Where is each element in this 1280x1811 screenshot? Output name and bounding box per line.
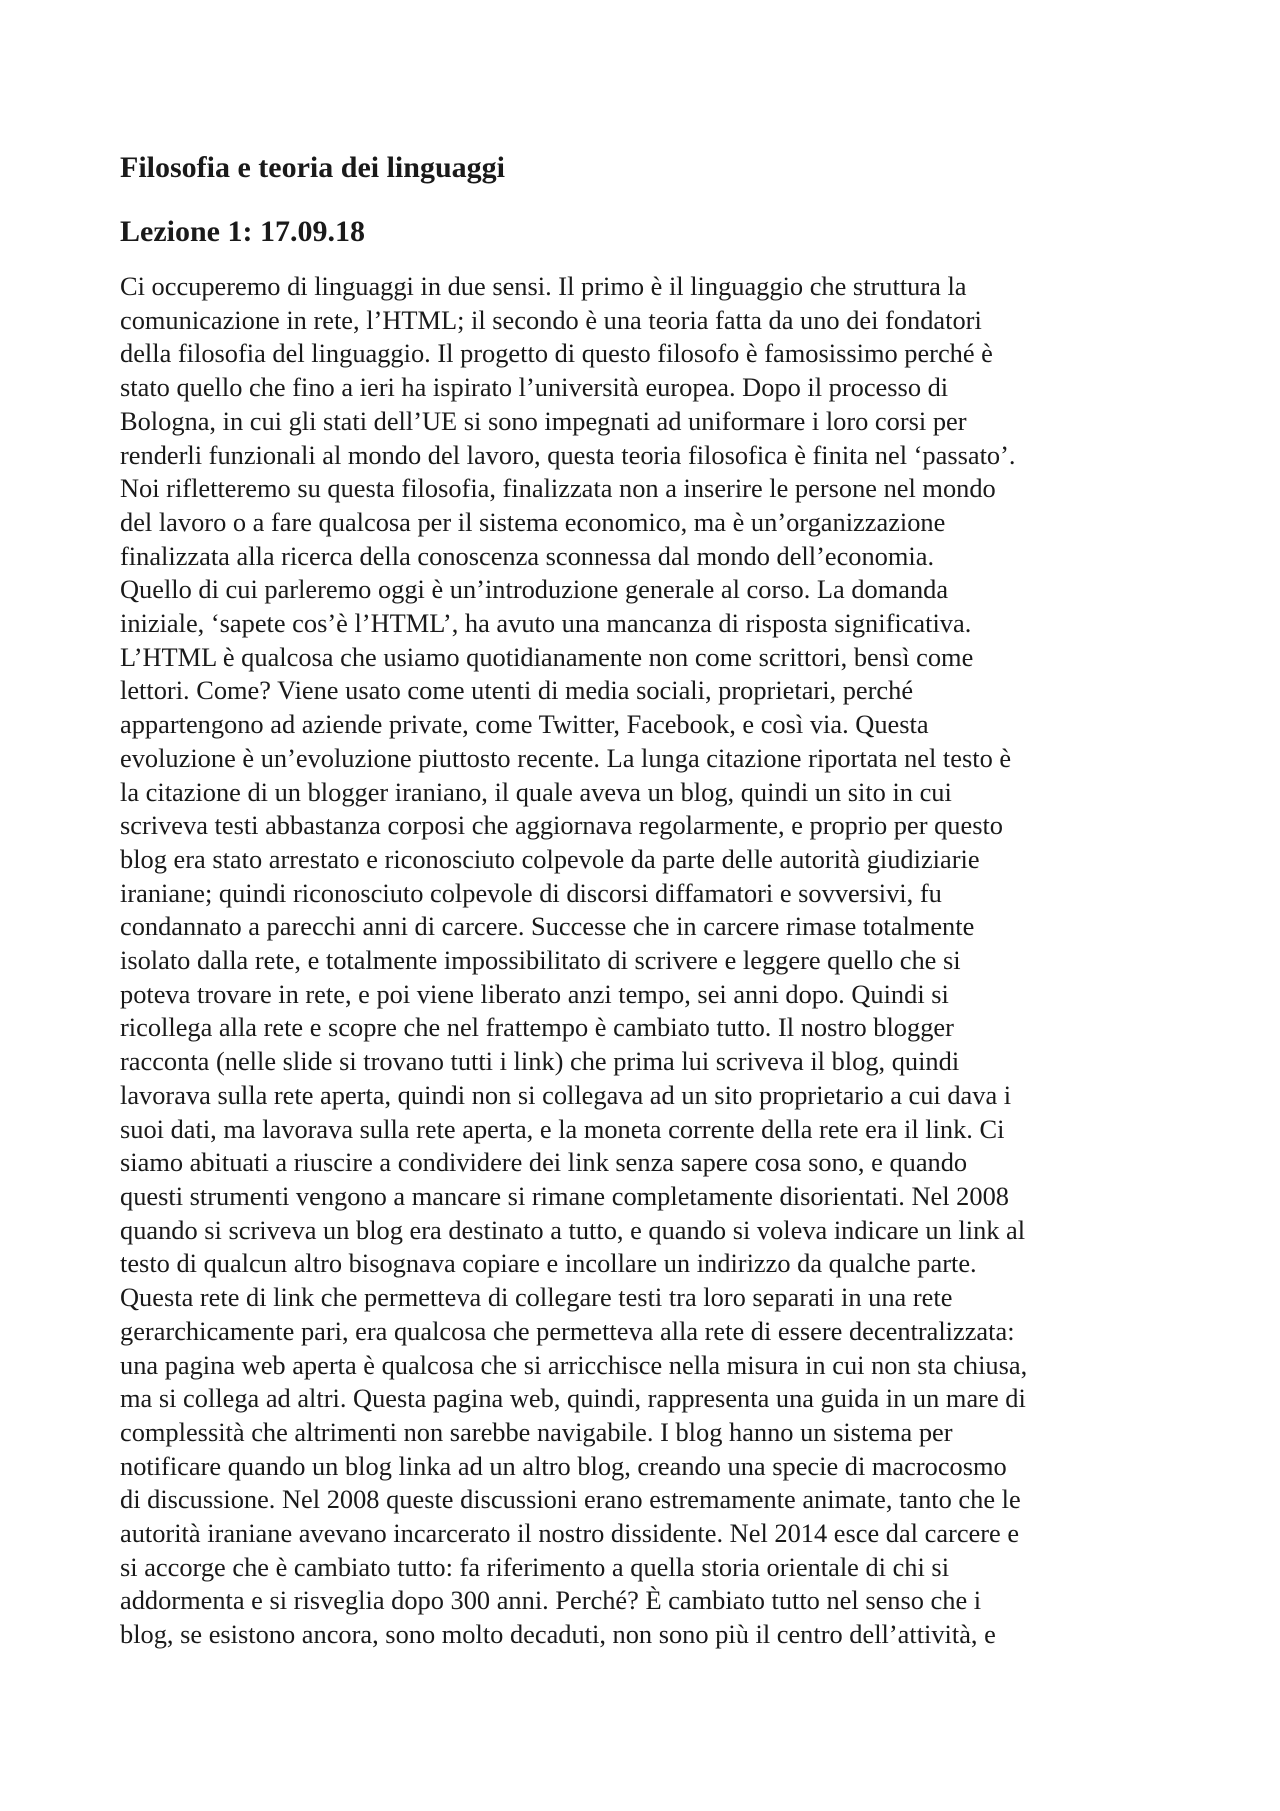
body-line: comunicazione in rete, l’HTML; il secondo è una teoria fatta da uno dei fondatori: [120, 304, 982, 335]
body-line: iniziale, ‘sapete cos’è l’HTML’, ha avuto una mancanza di risposta significativa.: [120, 608, 972, 639]
document-content: [120, 150, 1170, 1652]
body-line: condannato a parecchi anni di carcere. Successe che in carcere rimase totalmente: [120, 911, 975, 942]
body-line: lettori. Come? Viene usato come utenti di media sociali, proprietari, perché: [120, 675, 914, 706]
body-line: di discussione. Nel 2008 queste discussioni erano estremamente animate, tanto che le: [120, 1484, 1021, 1515]
body-line: evoluzione è un’evoluzione piuttosto recente. La lunga citazione riportata nel testo è: [120, 742, 1012, 773]
document-title: Filosofia e teoria dei linguaggi: [120, 151, 505, 184]
body-line: della filosofia del linguaggio. Il progetto di questo filosofo è famosissimo perché è: [120, 338, 993, 369]
body-line: complessità che altrimenti non sarebbe navigabile. I blog hanno un sistema per: [120, 1416, 953, 1447]
body-line: appartengono ad aziende private, come Twitter, Facebook, e così via. Questa: [120, 709, 929, 740]
body-line: Quello di cui parleremo oggi è un’introduzione generale al corso. La domanda: [120, 574, 949, 605]
body-line: racconta (nelle slide si trovano tutti i link) che prima lui scriveva il blog, quindi: [120, 1046, 960, 1077]
body-line: L’HTML è qualcosa che usiamo quotidianamente non come scrittori, bensì come: [120, 641, 974, 672]
body-paragraph: [120, 270, 1170, 1652]
body-line: scriveva testi abbastanza corposi che aggiornava regolarmente, e proprio per questo: [120, 810, 1003, 841]
body-line: Questa rete di link che permetteva di collegare testi tra loro separati in una rete: [120, 1282, 953, 1313]
body-line: Bologna, in cui gli stati dell’UE si sono impegnati ad uniformare i loro corsi per: [120, 405, 967, 436]
body-line: blog era stato arrestato e riconosciuto colpevole da parte delle autorità giudiziarie: [120, 843, 980, 874]
body-line: una pagina web aperta è qualcosa che si arricchisce nella misura in cui non sta chiusa,: [120, 1349, 1028, 1380]
body-line: gerarchicamente pari, era qualcosa che permetteva alla rete di essere decentralizzata:: [120, 1315, 1015, 1346]
body-line: lavorava sulla rete aperta, quindi non si collegava ad un sito proprietario a cui dava i: [120, 1079, 1012, 1110]
body-line: notificare quando un blog linka ad un altro blog, creando una specie di macrocosmo: [120, 1450, 1007, 1481]
body-line: iraniane; quindi riconosciuto colpevole di discorsi diffamatori e sovversivi, fu: [120, 877, 942, 908]
body-line: siamo abituati a riuscire a condividere dei link senza sapere cosa sono, e quando: [120, 1147, 968, 1178]
body-line: blog, se esistono ancora, sono molto decaduti, non sono più il centro dell’attività, e: [120, 1619, 996, 1650]
body-line: si accorge che è cambiato tutto: fa riferimento a quella storia orientale di chi si: [120, 1551, 950, 1582]
body-line: Noi rifletteremo su questa filosofia, finalizzata non a inserire le persone nel mondo: [120, 473, 996, 504]
body-line: Ci occuperemo di linguaggi in due sensi. Il primo è il linguaggio che struttura la: [120, 271, 967, 301]
body-line: addormenta e si risveglia dopo 300 anni. Perché? È cambiato tutto nel senso che i: [120, 1585, 982, 1616]
body-line: testo di qualcun altro bisognava copiare e incollare un indirizzo da qualche parte.: [120, 1248, 977, 1279]
body-line: del lavoro o a fare qualcosa per il sistema economico, ma è un’organizzazione: [120, 506, 946, 537]
body-line: stato quello che fino a ieri ha ispirato l’università europea. Dopo il processo di: [120, 372, 949, 403]
body-line: quando si scriveva un blog era destinato a tutto, e quando si voleva indicare un link al: [120, 1214, 1026, 1245]
body-line: ricollega alla rete e scopre che nel frattempo è cambiato tutto. Il nostro blogger: [120, 1012, 954, 1043]
body-line: finalizzata alla ricerca della conoscenza sconnessa dal mondo dell’economia.: [120, 540, 935, 571]
body-line: isolato dalla rete, e totalmente impossibilitato di scrivere e leggere quello che si: [120, 945, 961, 976]
body-line: questi strumenti vengono a mancare si rimane completamente disorientati. Nel 2008: [120, 1180, 1009, 1211]
body-line: poteva trovare in rete, e poi viene liberato anzi tempo, sei anni dopo. Quindi si: [120, 978, 949, 1009]
body-line: la citazione di un blogger iraniano, il quale aveva un blog, quindi un sito in cui: [120, 776, 952, 807]
lesson-heading: Lezione 1: 17.09.18: [120, 215, 365, 248]
body-line: autorità iraniane avevano incarcerato il nostro dissidente. Nel 2014 esce dal carcere e: [120, 1518, 1020, 1549]
body-line: renderli funzionali al mondo del lavoro, questa teoria filosofica è finita nel ‘passato’.: [120, 439, 1016, 470]
body-line: suoi dati, ma lavorava sulla rete aperta, e la moneta corrente della rete era il link. Ci: [120, 1113, 1005, 1144]
body-line: ma si collega ad altri. Questa pagina web, quindi, rappresenta una guida in un mare di: [120, 1383, 1026, 1414]
